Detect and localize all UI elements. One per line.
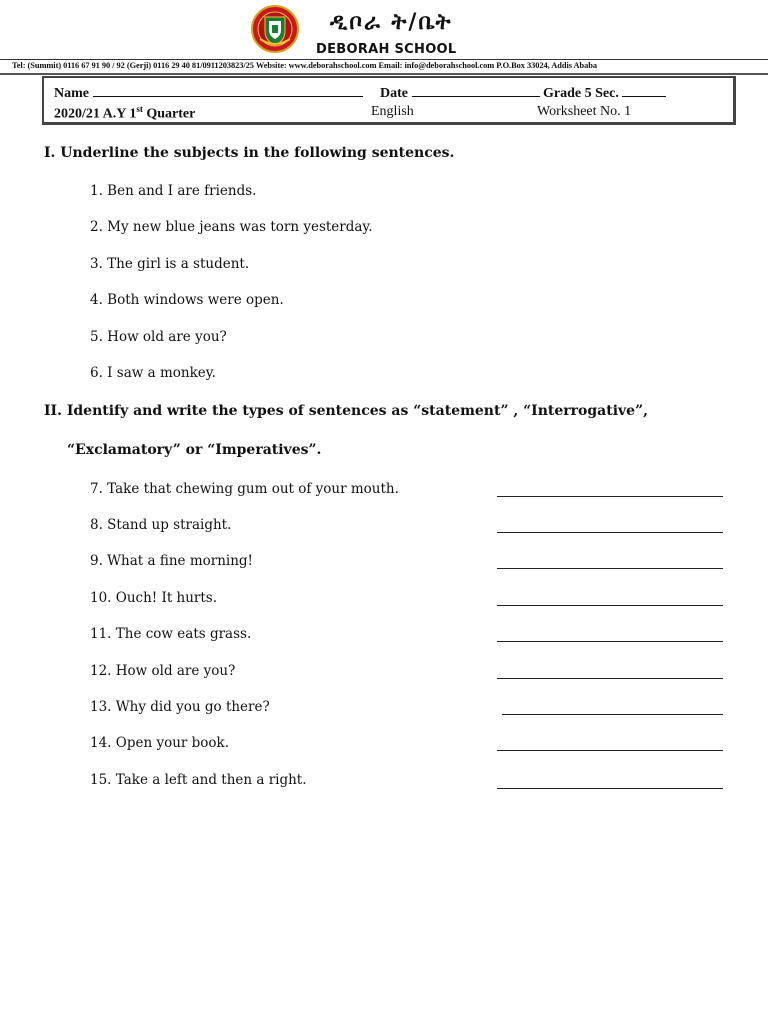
answer-line-10[interactable] — [497, 605, 723, 606]
question-14: 14. Open your book. — [90, 735, 230, 751]
worksheet-number: Worksheet No. 1 — [537, 104, 632, 119]
question-15: 15. Take a left and then a right. — [90, 772, 307, 788]
name-row — [54, 85, 363, 102]
answer-line-7[interactable] — [497, 496, 723, 497]
school-logo — [250, 5, 300, 53]
school-name: DEBORAH SCHOOL — [316, 42, 457, 57]
year-superscript: st — [136, 104, 143, 114]
date-label: Date — [380, 86, 408, 101]
answer-line-9[interactable] — [497, 568, 723, 569]
school-header — [0, 0, 768, 60]
answer-line-8[interactable] — [497, 532, 723, 533]
header-rule-bottom — [0, 73, 768, 75]
year-quarter — [54, 104, 195, 123]
question-8: 8. Stand up straight. — [90, 517, 232, 533]
question-9: 9. What a fine morning! — [90, 553, 253, 569]
question-3: 3. The girl is a student. — [90, 256, 250, 272]
quarter-label: Quarter — [146, 106, 196, 122]
question-11: 11. The cow eats grass. — [90, 626, 252, 642]
question-6: 6. I saw a monkey. — [90, 365, 216, 381]
answer-line-13[interactable] — [502, 714, 723, 715]
contact-line: Tel: (Summit) 0116 67 91 90 / 92 (Gerji) 0116 29 40 81/0911203823/25 Website: www.deborahschool.com Email: info@deborahschool.com P.O.Box 33024, Addis Ababa — [12, 61, 598, 70]
answer-line-14[interactable] — [497, 750, 723, 751]
question-2: 2. My new blue jeans was torn yesterday. — [90, 219, 373, 235]
question-13: 13. Why did you go there? — [90, 699, 270, 715]
name-blank — [93, 85, 363, 97]
section2-heading-line1: II. Identify and write the types of sentences as “statement” , “Interrogative”, — [44, 403, 648, 419]
answer-line-11[interactable] — [497, 641, 723, 642]
section2-heading-line2: “Exclamatory” or “Imperatives”. — [67, 442, 322, 458]
academic-year: 2020/21 A.Y 1 — [54, 106, 137, 122]
student-info-box — [42, 76, 736, 125]
date-row — [380, 85, 666, 102]
question-5: 5. How old are you? — [90, 329, 227, 345]
question-10: 10. Ouch! It hurts. — [90, 590, 218, 606]
question-1: 1. Ben and I are friends. — [90, 183, 257, 199]
name-label: Name — [54, 86, 89, 101]
header-rule-top — [0, 59, 768, 60]
school-name-amharic: ዲቦራ ት/ቤት — [330, 10, 453, 35]
section-blank — [622, 85, 666, 97]
question-4: 4. Both windows were open. — [90, 292, 284, 308]
date-blank — [412, 85, 540, 97]
answer-line-15[interactable] — [497, 788, 723, 789]
section1-heading: I. Underline the subjects in the following sentences. — [44, 145, 455, 161]
grade-label: Grade 5 Sec. — [543, 86, 619, 101]
subject: English — [371, 104, 414, 119]
question-7: 7. Take that chewing gum out of your mouth. — [90, 481, 399, 497]
answer-line-12[interactable] — [497, 678, 723, 679]
question-12: 12. How old are you? — [90, 663, 236, 679]
